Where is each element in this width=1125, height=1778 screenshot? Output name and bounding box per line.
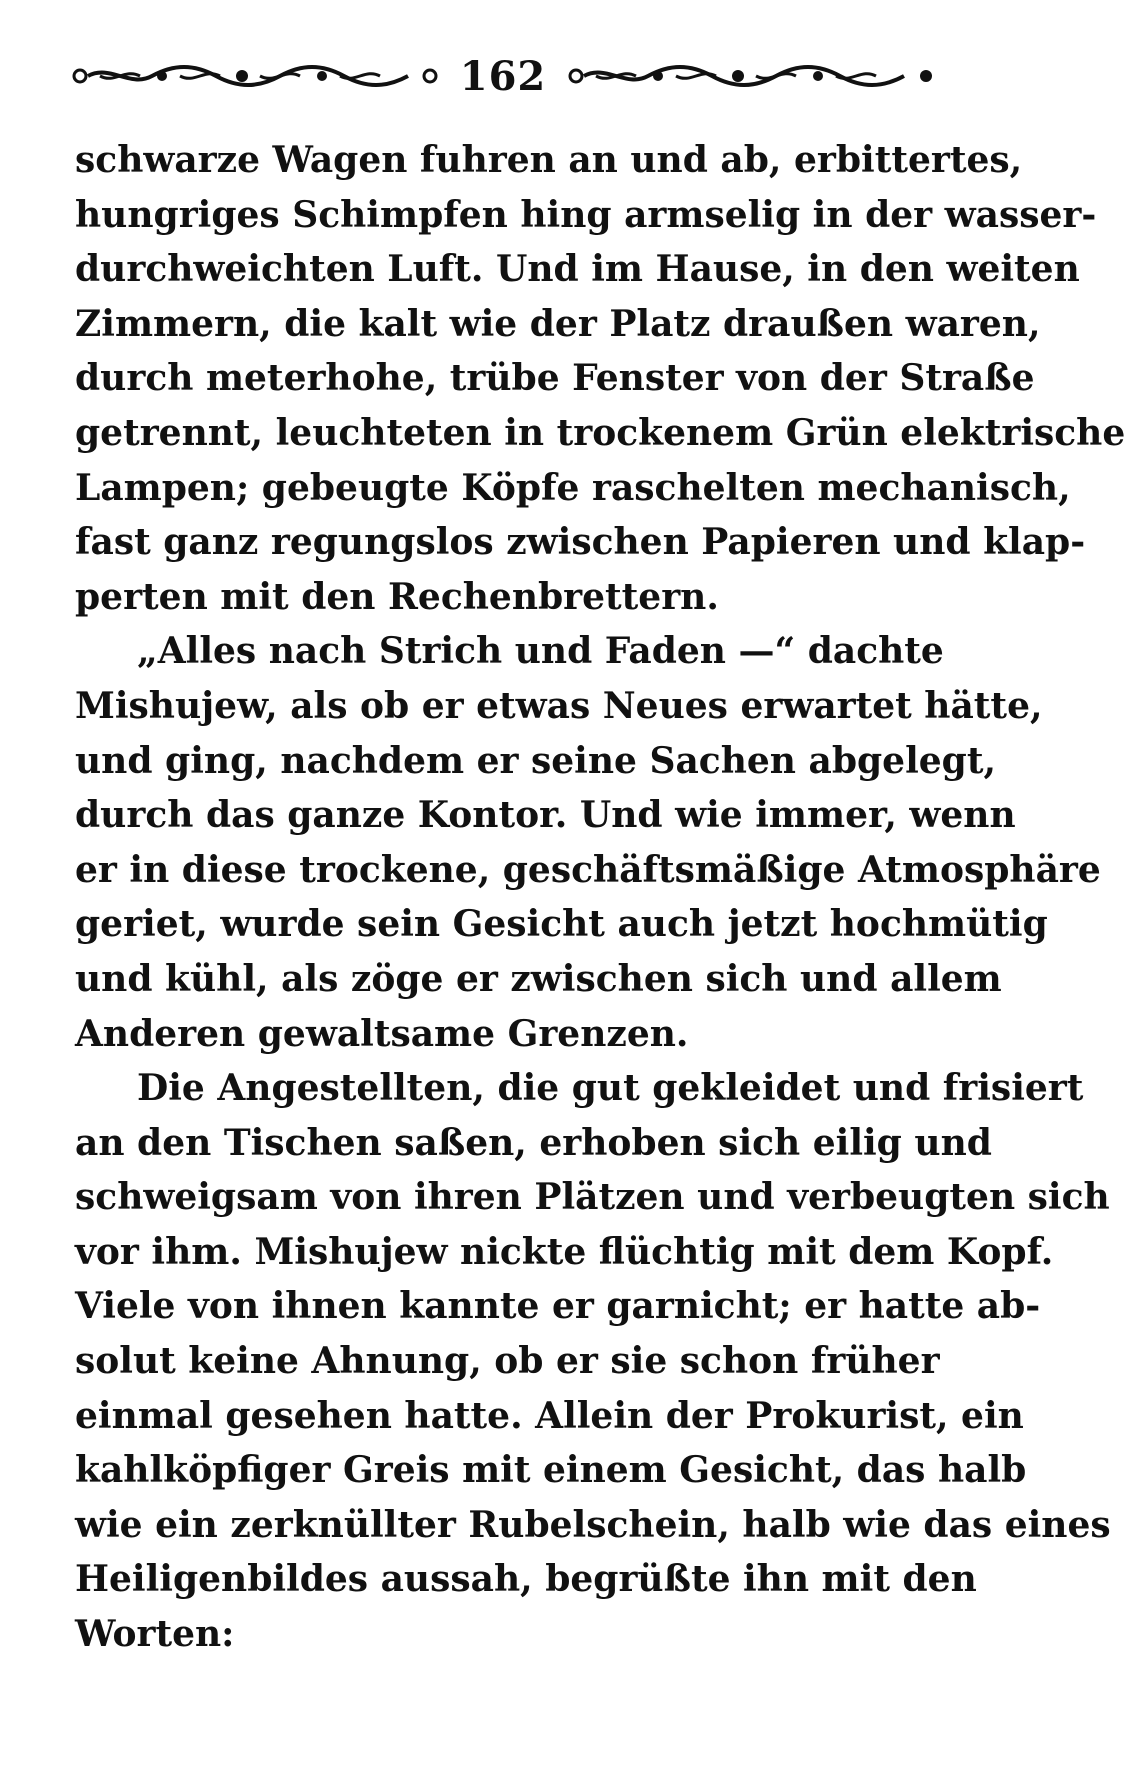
text-line: Zimmern, die kalt wie der Platz draußen waren, xyxy=(75,302,1041,345)
text-line: vor ihm. Mishujew nickte flüchtig mit dem Kopf. xyxy=(75,1230,1054,1273)
text-line: wie ein zerknüllter Rubelschein, halb wie das eines xyxy=(75,1503,1111,1546)
page-header xyxy=(70,48,936,104)
text-line: kahlköpfiger Greis mit einem Gesicht, das halb xyxy=(75,1449,1027,1492)
text-line: Die Angestellten, die gut gekleidet und frisiert xyxy=(137,1067,1084,1110)
left-ornament-icon xyxy=(70,62,440,90)
text-line: einmal gesehen hatte. Allein der Prokurist, ein xyxy=(75,1394,1024,1437)
text-line: und ging, nachdem er seine Sachen abgelegt, xyxy=(75,739,996,782)
text-line: durch das ganze Kontor. Und wie immer, wenn xyxy=(75,794,1016,837)
text-line: und kühl, als zöge er zwischen sich und allem xyxy=(75,957,1002,1000)
text-line: hungriges Schimpfen hing armselig in der wasser- xyxy=(75,193,1097,236)
text-line: fast ganz regungslos zwischen Papieren und klap- xyxy=(75,521,1086,564)
page-number: 162 xyxy=(459,52,547,100)
text-line: getrennt, leuchteten in trockenem Grün elektrische xyxy=(75,411,1125,454)
right-ornament-icon xyxy=(566,62,936,90)
body-text xyxy=(75,133,1125,1662)
text-line: an den Tischen saßen, erhoben sich eilig und xyxy=(75,1121,992,1164)
text-line: geriet, wurde sein Gesicht auch jetzt hochmütig xyxy=(75,903,1048,946)
text-line: perten mit den Rechenbrettern. xyxy=(75,575,719,618)
text-line: Mishujew, als ob er etwas Neues erwartet hätte, xyxy=(75,684,1043,727)
text-line: solut keine Ahnung, ob er sie schon früher xyxy=(75,1340,940,1383)
text-line: schwarze Wagen fuhren an und ab, erbittertes, xyxy=(75,139,1023,181)
text-line: Worten: xyxy=(75,1613,235,1656)
text-line: „Alles nach Strich und Faden —“ dachte xyxy=(137,630,944,673)
text-line: durchweichten Luft. Und im Hause, in den weiten xyxy=(75,248,1080,291)
text-line: er in diese trockene, geschäftsmäßige Atmosphäre xyxy=(75,848,1101,891)
text-line: schweigsam von ihren Plätzen und verbeugten sich xyxy=(75,1176,1110,1219)
text-line: Heiligenbildes aussah, begrüßte ihn mit den xyxy=(75,1558,977,1601)
text-line: Viele von ihnen kannte er garnicht; er hatte ab- xyxy=(75,1285,1041,1328)
text-line: Lampen; gebeugte Köpfe raschelten mechanisch, xyxy=(75,466,1071,509)
text-line: durch meterhohe, trübe Fenster von der Straße xyxy=(75,357,1035,400)
text-line: Anderen gewaltsame Grenzen. xyxy=(75,1012,689,1055)
